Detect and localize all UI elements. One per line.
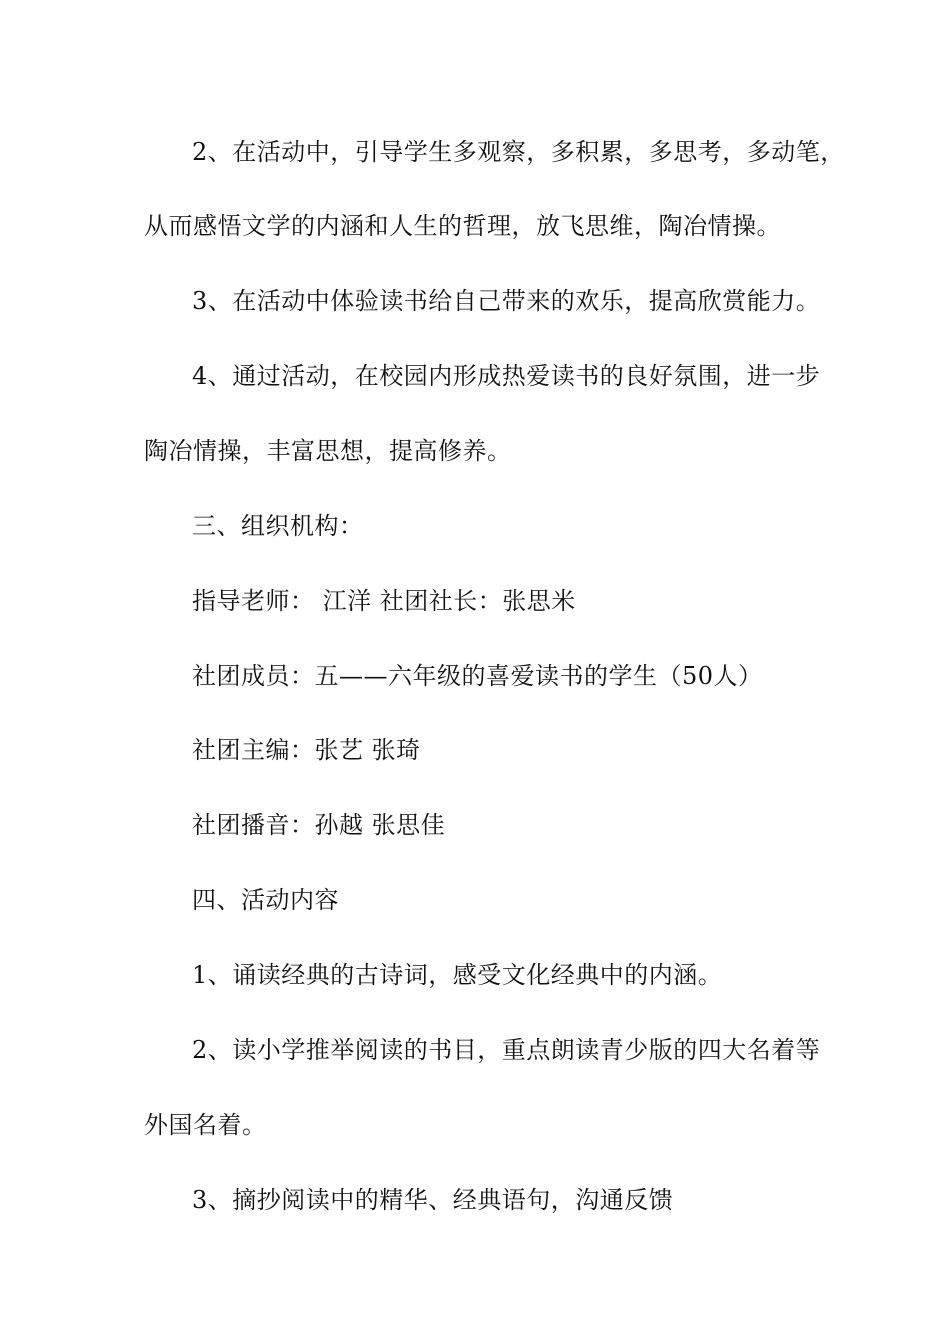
organization-editors: 社团主编：张艺 张琦	[192, 736, 421, 764]
paragraph-goal-4-line-1: 4、通过活动，在校园内形成热爱读书的良好氛围，进一步	[192, 362, 821, 390]
paragraph-goal-2-line-1: 2、在活动中，引导学生多观察，多积累，多思考，多动笔，	[192, 138, 845, 166]
activity-item-1: 1、诵读经典的古诗词，感受文化经典中的内涵。	[192, 961, 723, 989]
paragraph-goal-2-line-2: 从而感悟文学的内涵和人生的哲理，放飞思维，陶冶情操。	[144, 212, 781, 240]
organization-members: 社团成员：五——六年级的喜爱读书的学生（50人）	[192, 662, 763, 690]
activity-item-2-line-2: 外国名着。	[144, 1111, 267, 1139]
organization-advisor-leader: 指导老师： 江洋 社团社长：张思米	[192, 587, 576, 615]
paragraph-goal-3: 3、在活动中体验读书给自己带来的欢乐，提高欣赏能力。	[192, 287, 821, 315]
paragraph-goal-4-line-2: 陶冶情操，丰富思想，提高修养。	[144, 437, 512, 465]
activity-item-3: 3、摘抄阅读中的精华、经典语句，沟通反馈	[192, 1186, 674, 1214]
section-heading-activities: 四、活动内容	[192, 886, 339, 914]
organization-broadcasters: 社团播音：孙越 张思佳	[192, 811, 446, 839]
activity-item-2-line-1: 2、读小学推举阅读的书目，重点朗读青少版的四大名着等	[192, 1036, 821, 1064]
section-heading-organization: 三、组织机构：	[192, 512, 364, 540]
